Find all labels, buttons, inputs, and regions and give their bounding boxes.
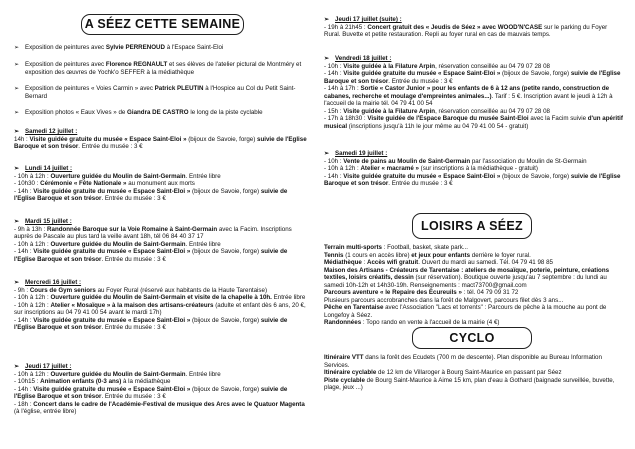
event-time: - 10h à 12h : xyxy=(14,240,51,248)
event-detail: au monument aux morts xyxy=(126,180,195,188)
event-name: Cérémonie « Fête Nationale » xyxy=(40,180,127,188)
event-name: Vente de pains au Moulin de Saint-Germain xyxy=(343,157,471,165)
event-detail: . Entrée libre xyxy=(185,370,221,378)
event-name: suivie de l'Eglise Baroque et son trésor xyxy=(14,135,307,151)
arrow-bullet-icon: ➢ xyxy=(14,85,20,92)
text-run: à l'Hospice au Col du Petit Saint-Bernard xyxy=(25,85,296,100)
info-line xyxy=(324,252,624,260)
event-line xyxy=(324,63,624,71)
arrow-bullet-icon: ➢ xyxy=(324,55,330,62)
info-text: avec l'Association "Lacs et torrents" : Parcours de pêche à la mouche au pont de Longefoy à Séez. xyxy=(324,304,607,319)
day-block xyxy=(324,55,624,130)
day-title xyxy=(14,279,308,287)
event-time: - 10h30 : xyxy=(14,180,41,188)
arrow-bullet-icon: ➢ xyxy=(324,150,330,157)
event-name: Randonnée Baroque sur la Voie Romaine à Saint-Germain xyxy=(47,225,218,233)
event-detail: avec la Facim suivie xyxy=(528,115,588,123)
event-name: Sortie « Castor Junior » pour les enfants de 6 à 12 ans (petite rando, construction de cabanes, recherche et moulage d'empreintes animales...) xyxy=(324,85,610,100)
arrow-bullet-icon: ➢ xyxy=(14,363,20,370)
event-name: Visite guidée à la Filature Arpin xyxy=(343,107,436,115)
event-name: Ouverture guidée du Moulin de Saint-Germain xyxy=(50,370,186,378)
day-title-text: Lundi 14 juillet : xyxy=(25,165,73,172)
event-line xyxy=(14,241,308,249)
event-name: suivie de l'Eglise Baroque et son trésor xyxy=(324,70,621,85)
event-line xyxy=(14,180,308,188)
section-title-this-week: A SÉEZ CETTE SEMAINE xyxy=(81,14,244,35)
artist-name: Florence REGNAULT xyxy=(105,61,168,68)
event-detail: (bijoux de Savoie, forge) xyxy=(500,70,571,78)
event-name: Concert gratuit des « Jeudis de Séez » avec WOOD'N'CASE xyxy=(367,23,543,31)
event-name: suivie de l'Eglise Baroque et son trésor xyxy=(14,187,288,203)
section-title-loisirs: LOISIRS A SÉEZ xyxy=(412,213,532,239)
arrow-bullet-icon: ➢ xyxy=(14,44,20,51)
exhibition-item xyxy=(14,85,308,100)
event-detail: . Entrée du musée : 3 € xyxy=(78,143,143,151)
event-time: - 19h à 21h45 : xyxy=(324,23,368,31)
info-line xyxy=(324,289,624,297)
event-detail: (bijoux de Savoie, forge) xyxy=(190,316,261,324)
info-text: derrière le foyer rural. xyxy=(470,251,531,259)
day-block xyxy=(324,16,624,39)
event-time: - 10h : xyxy=(324,157,344,165)
info-line xyxy=(324,369,624,377)
event-time: - 14h à 17h : xyxy=(324,85,361,93)
info-line xyxy=(324,319,624,327)
event-name: Ouverture guidée du Moulin de Saint-Germain et visite de la chapelle à 10h. xyxy=(50,294,272,302)
event-line xyxy=(324,24,624,39)
event-time: - 10h à 12h : xyxy=(324,165,361,173)
event-time: - 10h à 12h : xyxy=(14,370,51,378)
info-text: Plusieurs parcours accrobranches dans la forêt de Malgovert, parcours filet dès 3 ans... xyxy=(324,296,564,304)
event-line xyxy=(14,287,308,295)
event-time: - 9h à 13h : xyxy=(14,225,48,233)
event-line xyxy=(324,165,624,173)
event-line xyxy=(14,173,308,181)
event-time: 14h : xyxy=(14,135,30,143)
event-name: Visite guidée gratuite du musée « Espace Saint-Eloi » xyxy=(343,172,501,180)
event-detail: . Entrée du musée : 3 € xyxy=(388,180,453,188)
event-name: Visite guidée gratuite du musée « Espace Saint-Eloi » xyxy=(33,316,191,324)
event-name: Visite guidée gratuite du musée « Espace Saint-Eloi » xyxy=(33,187,191,195)
day-block xyxy=(14,128,308,151)
exhibition-text xyxy=(25,61,308,76)
event-name: Atelier « macramé » xyxy=(360,165,419,173)
event-name: Visite guidée gratuite du musée « Espace Saint-Eloi » xyxy=(33,385,191,393)
event-detail: par l'association du Moulin de St-Germain xyxy=(470,157,587,165)
cyclo-list xyxy=(324,354,624,392)
text-run: le long de la piste cyclable xyxy=(188,109,263,116)
event-detail: (adulte et enfant dès 6 ans, 20 €, sur inscriptions au 04 79 41 00 54 avant le mardi 17h) xyxy=(14,301,306,317)
section-title-cyclo: CYCLO xyxy=(412,327,532,349)
event-name: Ouverture guidée du Moulin de Saint-Germain xyxy=(50,172,186,180)
day-block xyxy=(14,363,308,416)
event-line xyxy=(14,302,308,317)
event-line xyxy=(324,158,624,166)
event-name: Animation enfants (0-3 ans) xyxy=(40,378,122,386)
event-time: - 14h : xyxy=(324,172,344,180)
info-line xyxy=(324,259,624,267)
info-label: Médiathèque xyxy=(324,259,362,267)
text-run: Exposition de peintures avec xyxy=(25,44,106,51)
exhibition-text xyxy=(25,85,308,100)
day-title-text: Vendredi 18 juillet : xyxy=(335,55,392,62)
event-detail: à la médiathèque xyxy=(121,378,171,386)
event-name: Concert dans le cadre de l'Académie-Festival de musique des Arcs avec le Quatuor Magenta xyxy=(33,400,305,408)
day-title xyxy=(324,16,624,24)
text-run: Exposition photos « Eaux Vives » de xyxy=(25,109,128,116)
info-line xyxy=(324,244,624,252)
arrow-bullet-icon: ➢ xyxy=(14,165,20,172)
day-title xyxy=(324,55,624,63)
event-line xyxy=(324,108,624,116)
event-detail: (inscriptions jusqu'à 11h le jour même au 04 79 41 00 54 - gratuit) xyxy=(347,122,529,130)
event-detail: . Entrée du musée : 3 € xyxy=(101,255,166,263)
event-line xyxy=(14,248,308,263)
arrow-bullet-icon: ➢ xyxy=(14,279,20,286)
info-label: Tennis xyxy=(324,251,344,259)
artist-name: Sylvie PERRENOUD xyxy=(105,44,165,51)
event-time: - 9h : xyxy=(14,286,30,294)
event-detail: , réservation conseillée au 04 79 07 28 08 xyxy=(435,107,550,115)
event-name: suivie de l'Eglise Baroque et son trésor xyxy=(14,385,288,401)
event-detail: . Tarif : 5 €. Inscription avant le jeudi à 12h à l'accueil de la mairie tél. 04 79 41 00 54 xyxy=(324,92,613,108)
event-time: - 15h : xyxy=(324,107,344,115)
event-name: Cours de Gym seniors xyxy=(29,286,96,294)
event-line xyxy=(14,188,308,203)
event-name: suivie de l'Eglise Baroque et son trésor xyxy=(14,316,288,332)
info-text: dans la forêt des Ecudets (700 m de descente). Plan disponible au Bureau Information Services. xyxy=(324,354,602,369)
event-line xyxy=(14,371,308,379)
info-line xyxy=(324,377,624,392)
info-label: Randonnées xyxy=(324,319,362,327)
event-line xyxy=(14,317,308,332)
event-line xyxy=(324,85,624,108)
text-run: Exposition de peintures avec xyxy=(25,61,106,68)
event-detail: (bijoux de Savoie, forge) xyxy=(190,385,261,393)
day-block xyxy=(14,279,308,332)
day-title-text: Jeudi 17 juillet (suite) : xyxy=(335,16,402,23)
info-text: . Ouvert du mardi au samedi. Tél. 04 79 41 98 85 xyxy=(418,259,553,267)
exhibition-item xyxy=(14,44,308,52)
event-time: - 10h à 12h : xyxy=(14,301,51,309)
arrow-bullet-icon: ➢ xyxy=(14,128,20,135)
event-detail: Entrée libre xyxy=(271,294,306,302)
event-time: - 14h : xyxy=(324,70,344,78)
event-time: - 18h : xyxy=(14,400,34,408)
event-name: Atelier « Mosaïque » à la maison des artisans-créateurs xyxy=(50,301,214,309)
event-name: Visite guidée gratuite du musée « Espace Saint-Eloi » xyxy=(343,70,501,78)
info-text: : Football, basket, skate park... xyxy=(382,244,468,251)
info-label: Itinéraire cyclable xyxy=(324,369,377,377)
info-text: : xyxy=(361,259,367,267)
event-time: - 14h : xyxy=(14,248,34,256)
event-detail: , réservation conseillée au 04 79 07 28 08 xyxy=(435,62,550,70)
event-name: Ouverture guidée du Moulin de Saint-Germain xyxy=(50,240,186,248)
event-detail: (à l'église, entrée libre) xyxy=(14,408,77,416)
event-line xyxy=(324,115,624,130)
event-time: - 10h à 12h : xyxy=(14,294,51,302)
event-detail: (bijoux de Savoie, forge) xyxy=(190,248,261,256)
event-line xyxy=(14,294,308,302)
info-label: Maison des Artisans - Créateurs de Tarentaise : ateliers de mosaïque, poterie, peinture, créations textiles, loisirs créatifs, dessin xyxy=(324,266,610,282)
day-block xyxy=(14,218,308,263)
day-block xyxy=(14,165,308,203)
loisirs-list xyxy=(324,244,624,327)
info-label: Pêche en Tarentaise xyxy=(324,304,384,312)
artist-name: Patrick PLEUTIN xyxy=(154,85,204,92)
event-detail: . Entrée du musée : 3 € xyxy=(101,393,166,401)
day-title xyxy=(14,363,308,371)
event-time: - 14h : xyxy=(14,316,34,324)
day-title-text: Jeudi 17 juillet : xyxy=(25,363,72,370)
event-detail: sur le parking du Foyer Rural. Buvette et petite restauration. Repli au foyer rural en cas de mauvais temps. xyxy=(324,23,608,39)
event-detail: avec la Facim. Inscriptions auprès de Pascale au plus tard la veille avant 18h, tél 06 84 40 37 17 xyxy=(14,225,292,241)
info-label: Parcours aventure « le Repaire des Ecureuils » xyxy=(324,289,462,297)
info-label: Piste cyclable xyxy=(324,376,365,384)
event-detail: . Entrée du musée : 3 € xyxy=(101,324,166,332)
arrow-bullet-icon: ➢ xyxy=(14,109,20,116)
event-detail: . Entrée libre xyxy=(185,240,221,248)
info-line xyxy=(324,297,624,305)
event-detail: (bijoux de Savoie, forge) xyxy=(190,187,261,195)
day-title xyxy=(14,218,308,226)
event-time: - 10h15 : xyxy=(14,378,41,386)
arrow-bullet-icon: ➢ xyxy=(14,61,20,68)
event-detail: . Entrée du musée : 3 € xyxy=(101,195,166,203)
exhibition-text xyxy=(25,109,308,117)
day-title-text: Mardi 15 juillet : xyxy=(25,218,72,225)
info-text: de Bourg Saint-Maurice à Aime 15 km, plan d'eau à Gothard (baignade surveillée, buvette, plage, jeux ...) xyxy=(324,376,615,392)
event-name: d'un apéritif musical xyxy=(324,115,623,130)
event-time: - 10h à 12h : xyxy=(14,172,51,180)
info-text: (sur réservation). Boutique ouverte jusqu'au 7 septembre : du lundi au samedi 10h-12h et 14h30-19h. Renseignements : mact73700@gmail.com xyxy=(324,274,607,289)
event-line xyxy=(324,70,624,85)
info-label: Terrain multi-sports xyxy=(324,244,382,251)
artist-name: Giandra DE CASTRO xyxy=(127,109,189,116)
event-name: Visite guidée de l'Espace Baroque du musée Saint-Eloi xyxy=(367,115,529,123)
day-title-text: Samedi 19 juillet : xyxy=(335,150,388,157)
event-line xyxy=(14,136,308,151)
day-block xyxy=(324,150,624,188)
info-text: de 12 km de Villaroger à Bourg Saint-Maurice en passant par Séez xyxy=(376,369,562,377)
text-run: Exposition de peintures « Voies Carmin » avec xyxy=(25,85,155,92)
day-title xyxy=(324,150,624,158)
info-line xyxy=(324,267,624,290)
event-time: - 14h : xyxy=(14,187,34,195)
event-detail: . Entrée du musée : 3 € xyxy=(388,77,453,85)
info-text: : Topo rando en vente à l'accueil de la mairie (4 €) xyxy=(361,319,500,327)
event-line xyxy=(324,173,624,188)
event-detail: (sur inscriptions à la médiathèque - gratuit) xyxy=(418,165,538,173)
event-name: suivie de l'Eglise Baroque et son trésor xyxy=(324,172,621,188)
day-title xyxy=(14,165,308,173)
day-title-text: Samedi 12 juillet : xyxy=(25,128,78,135)
event-detail: (bijoux de Savoie, forge) xyxy=(500,172,571,180)
event-detail: (bijoux de Savoie, forge) xyxy=(186,135,258,143)
event-time: - 10h : xyxy=(324,62,344,70)
arrow-bullet-icon: ➢ xyxy=(14,218,20,225)
exhibition-text xyxy=(25,44,308,52)
info-label: et jeux pour enfants xyxy=(411,251,471,259)
exhibition-item xyxy=(14,109,308,117)
event-name: suivie de l'Eglise Baroque et son trésor xyxy=(14,248,288,263)
event-detail: au Foyer Rural (réservé aux habitants de la Haute Tarentaise) xyxy=(95,286,268,294)
arrow-bullet-icon: ➢ xyxy=(324,16,330,23)
info-text: (1 cours en accès libre) xyxy=(343,251,412,259)
info-label: Accès wifi gratuit xyxy=(367,259,419,267)
event-detail: . Entrée libre xyxy=(185,172,221,180)
event-line xyxy=(14,401,308,416)
day-title-text: Mercredi 16 juillet : xyxy=(25,279,82,286)
event-line xyxy=(14,226,308,241)
event-line xyxy=(14,378,308,386)
event-name: Visite guidée gratuite du musée « Espace Saint-Eloi » xyxy=(29,135,187,143)
info-line xyxy=(324,304,624,319)
event-name: Visite guidée gratuite du musée « Espace Saint-Eloi » xyxy=(33,248,191,256)
event-time: - 17h à 18h30 : xyxy=(324,115,368,123)
exhibition-item xyxy=(14,61,308,76)
text-run: et ses élèves de l'atelier pictural de Montméry et exposition des œuvres de Yochk'o SEFFER à la médiathèque xyxy=(25,61,302,76)
text-run: à l'Espace Saint-Eloi xyxy=(165,44,224,51)
info-label: Itinéraire VTT xyxy=(324,354,364,361)
info-line xyxy=(324,354,624,369)
event-name: Visite guidée à la Filature Arpin xyxy=(343,62,436,70)
event-time: - 14h : xyxy=(14,385,34,393)
event-line xyxy=(14,386,308,401)
info-text: : tél. 04 79 09 31 72 xyxy=(461,289,519,297)
day-title xyxy=(14,128,308,136)
